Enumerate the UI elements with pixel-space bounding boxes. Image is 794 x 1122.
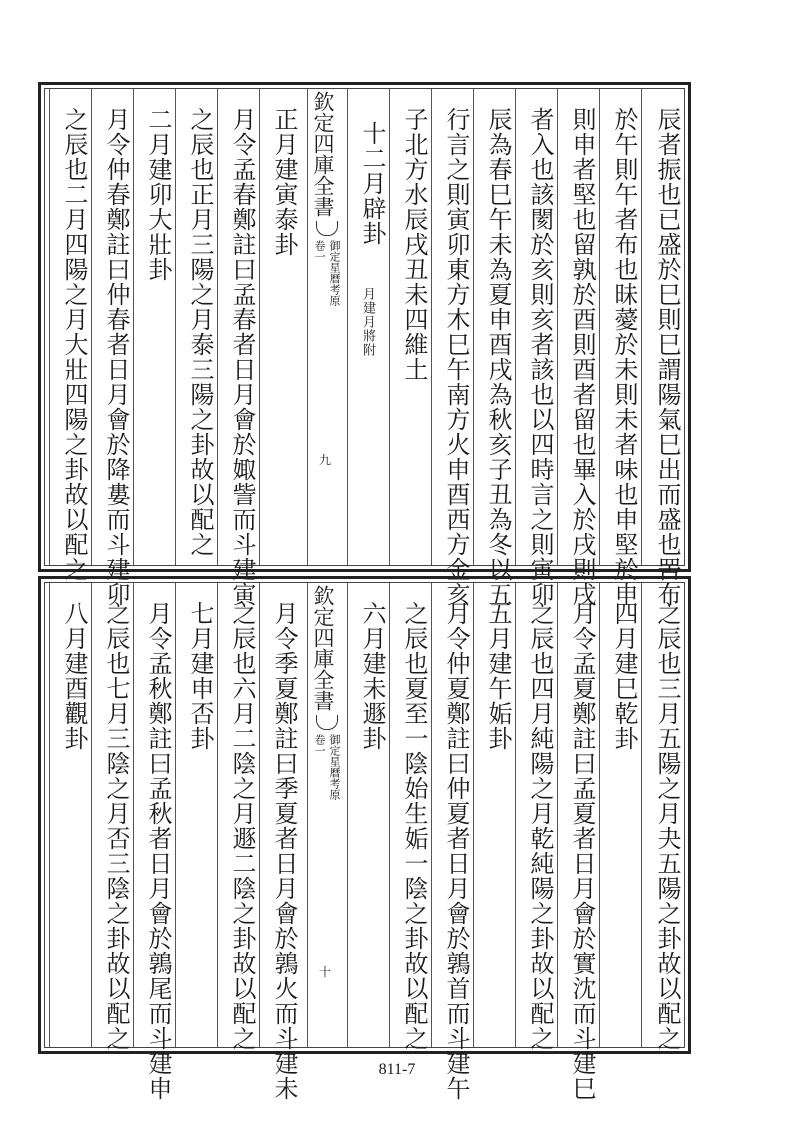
column-rule bbox=[599, 583, 600, 1047]
column-text: 之辰也二月四陽之月大壯四陽之卦故以配之 bbox=[60, 107, 88, 582]
column-rule bbox=[217, 583, 218, 1047]
column-rule bbox=[133, 583, 134, 1047]
text-column bbox=[225, 107, 259, 607]
text-column bbox=[57, 107, 91, 582]
column-rule bbox=[259, 89, 260, 565]
column-text: 月令孟春鄭註曰孟春者日月會於娵訾而斗建寅 bbox=[228, 107, 256, 607]
text-column bbox=[565, 107, 599, 607]
column-text: 月令仲夏鄭註曰仲夏者日月會於鶉首而斗建午 bbox=[442, 601, 470, 1101]
fishtail-ornament bbox=[316, 221, 338, 236]
column-rule bbox=[49, 583, 50, 1047]
text-column bbox=[99, 601, 133, 1051]
text-column bbox=[355, 121, 395, 357]
text-column bbox=[523, 107, 557, 607]
column-text: 者入也該閡於亥則亥者該也以四時言之則寅卯 bbox=[526, 107, 554, 607]
column-text: 月令孟秋鄭註曰孟秋者日月會於鶉尾而斗建申 bbox=[144, 601, 172, 1101]
column-text: 之辰也正月三陽之月泰三陽之卦故以配之 bbox=[186, 107, 214, 557]
text-column bbox=[57, 601, 91, 751]
column-text: 於午則午者布也昧薆於未則未者味也申堅於申 bbox=[610, 107, 638, 607]
text-column bbox=[481, 107, 515, 607]
text-column bbox=[439, 107, 473, 607]
text-column bbox=[650, 601, 684, 1051]
heading-note: 月建月將附 bbox=[360, 287, 375, 357]
column-text: 辰為春巳午未為夏申酉戌為秋亥子丑為冬以五 bbox=[484, 107, 512, 607]
text-column bbox=[397, 601, 431, 1051]
column-rule bbox=[133, 89, 134, 565]
text-column bbox=[355, 601, 389, 751]
column-text: 八月建酉觀卦 bbox=[60, 601, 88, 751]
column-rule bbox=[307, 89, 308, 565]
column-text: 辰者振也已盛於巳則巳謂陽氣巳出而盛也罟布 bbox=[653, 107, 681, 607]
fishtail-ornament bbox=[316, 715, 338, 730]
column-text: 月令仲春鄭註曰仲春者日月會於降婁而斗建卯 bbox=[102, 107, 130, 607]
column-rule bbox=[515, 583, 516, 1047]
book-subtitle bbox=[309, 734, 345, 800]
column-rule bbox=[175, 583, 176, 1047]
column-rule bbox=[175, 89, 176, 565]
text-column bbox=[225, 601, 259, 1051]
column-rule bbox=[431, 89, 432, 565]
text-column bbox=[267, 107, 301, 257]
center-margin-column bbox=[309, 585, 345, 1045]
folio-number: 十 bbox=[319, 965, 332, 979]
column-rule bbox=[91, 583, 92, 1047]
column-text: 月令孟夏鄭註曰孟夏者日月會於實沈而斗建巳 bbox=[568, 601, 596, 1101]
text-column bbox=[607, 107, 641, 607]
column-rule bbox=[641, 583, 642, 1047]
page-number: 811-7 bbox=[378, 1061, 416, 1078]
column-text: 子北方水辰戌丑未四維土 bbox=[400, 107, 428, 382]
column-rule bbox=[217, 89, 218, 565]
text-column bbox=[439, 601, 473, 1101]
column-rule bbox=[347, 89, 348, 565]
section-heading: 十二月辟卦 bbox=[358, 121, 386, 246]
column-rule bbox=[91, 89, 92, 565]
book-subtitle-line: 卷一 bbox=[313, 734, 326, 756]
column-rule bbox=[49, 89, 50, 565]
column-text: 之辰也三月五陽之月夬五陽之卦故以配之 bbox=[653, 601, 681, 1051]
book-subtitle bbox=[309, 240, 345, 306]
book-subtitle-line: 御定星曆考原 bbox=[328, 240, 341, 306]
text-column bbox=[183, 107, 217, 557]
column-rule bbox=[473, 583, 474, 1047]
column-text: 四月建巳乾卦 bbox=[610, 601, 638, 751]
column-text: 五月建午姤卦 bbox=[484, 601, 512, 751]
column-rule bbox=[557, 583, 558, 1047]
section-heading: 六月建未遯卦 bbox=[358, 601, 386, 751]
column-text: 則申者堅也留孰於酉則酉者留也畢入於戌則戌 bbox=[568, 107, 596, 607]
book-title: 欽定四庫全書 bbox=[311, 585, 335, 711]
center-margin-column bbox=[309, 91, 345, 561]
column-rule bbox=[431, 583, 432, 1047]
top-page-panel bbox=[38, 82, 691, 607]
column-text: 之辰也夏至一陰始生姤一陰之卦故以配之 bbox=[400, 601, 428, 1051]
column-text: 之辰也七月三陰之月否三陰之卦故以配之 bbox=[102, 601, 130, 1051]
column-rule bbox=[557, 89, 558, 565]
column-rule bbox=[515, 89, 516, 565]
text-column bbox=[607, 601, 641, 751]
text-column bbox=[397, 107, 431, 382]
text-column bbox=[481, 601, 515, 751]
text-column bbox=[183, 601, 217, 751]
column-text: 正月建寅泰卦 bbox=[270, 107, 298, 257]
column-rule bbox=[259, 583, 260, 1047]
text-column bbox=[99, 107, 133, 607]
book-subtitle-line: 御定星曆考原 bbox=[328, 734, 341, 800]
book-title: 欽定四庫全書 bbox=[311, 91, 335, 217]
column-text: 二月建卯大壯卦 bbox=[144, 107, 172, 282]
column-text: 之辰也四月純陽之月乾純陽之卦故以配之 bbox=[526, 601, 554, 1051]
folio-number: 九 bbox=[319, 453, 332, 467]
column-rule bbox=[389, 583, 390, 1047]
column-rule bbox=[599, 89, 600, 565]
text-column bbox=[523, 601, 557, 1051]
column-rule bbox=[307, 583, 308, 1047]
text-column bbox=[141, 107, 175, 282]
column-text: 月令季夏鄭註曰季夏者日月會於鶉火而斗建未 bbox=[270, 601, 298, 1101]
column-text: 之辰也六月二陰之月遯二陰之卦故以配之 bbox=[228, 601, 256, 1051]
text-column bbox=[565, 601, 599, 1101]
column-rule bbox=[641, 89, 642, 565]
text-column bbox=[267, 601, 301, 1101]
column-text: 行言之則寅卯東方木巳午南方火申酉西方金亥 bbox=[442, 107, 470, 607]
text-column bbox=[141, 601, 175, 1101]
book-subtitle-line: 卷一 bbox=[313, 240, 326, 262]
column-text: 七月建申否卦 bbox=[186, 601, 214, 751]
column-rule bbox=[347, 583, 348, 1047]
column-rule bbox=[473, 89, 474, 565]
text-column bbox=[650, 107, 684, 607]
